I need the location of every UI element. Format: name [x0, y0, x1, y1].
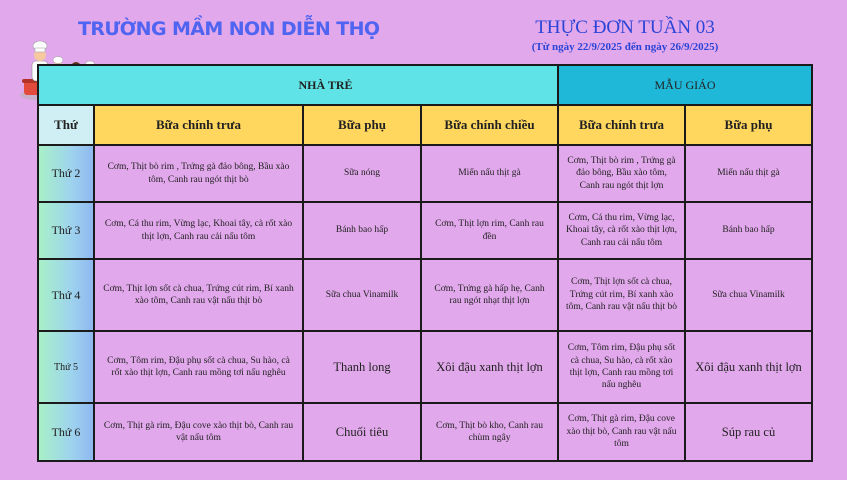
nt-dinner-cell: Cơm, Thịt bò kho, Canh rau chùm ngây — [421, 403, 558, 461]
nt-dinner-cell: Cơm, Trứng gà hấp hẹ, Canh rau ngót nhạt thịt lợn — [421, 259, 558, 331]
nt-snack-cell: Bánh bao hấp — [303, 202, 421, 259]
column-header-nt-phu: Bữa phụ — [303, 105, 421, 145]
mg-lunch-cell: Cơm, Thịt gà rim, Đậu cove xào thịt bò, Canh rau vật nấu tôm — [558, 403, 685, 461]
nt-snack-cell: Thanh long — [303, 331, 421, 403]
nt-snack-cell: Sữa nóng — [303, 145, 421, 202]
table-row — [38, 202, 812, 259]
mg-lunch-cell: Cơm, Thịt bò rim , Trứng gà đảo bông, Bầu xào tôm, Canh rau ngót thịt lợn — [558, 145, 685, 202]
menu-date-range: (Từ ngày 22/9/2025 đến ngày 26/9/2025) — [531, 41, 719, 53]
column-header-nt-trua: Bữa chính trưa — [94, 105, 303, 145]
table-row — [38, 331, 812, 403]
nt-snack-cell: Chuối tiêu — [303, 403, 421, 461]
column-header-mg-phu: Bữa phụ — [685, 105, 812, 145]
column-header-mg-trua: Bữa chính trưa — [558, 105, 685, 145]
nt-dinner-cell: Miến nấu thịt gà — [421, 145, 558, 202]
group-nha-tre: NHÀ TRẺ — [94, 65, 558, 105]
group-header-row — [38, 65, 812, 105]
mg-snack-cell: Súp rau củ — [685, 403, 812, 461]
column-header-row — [38, 105, 812, 145]
nt-snack-cell: Sữa chua Vinamilk — [303, 259, 421, 331]
column-header-thu: Thứ — [38, 105, 94, 145]
day-cell: Thứ 6 — [38, 403, 94, 461]
mg-snack-cell: Miến nấu thịt gà — [685, 145, 812, 202]
table-row — [38, 259, 812, 331]
mg-lunch-cell: Cơm, Thịt lợn sốt cà chua, Trứng cút rim, Bí xanh xào tôm, Canh rau vật nấu thịt bò — [558, 259, 685, 331]
mg-snack-cell: Sữa chua Vinamilk — [685, 259, 812, 331]
nt-lunch-cell: Cơm, Thịt bò rim , Trứng gà đảo bông, Bầu xào tôm, Canh rau ngót thịt bò — [94, 145, 303, 202]
group-spacer — [38, 65, 94, 105]
nt-lunch-cell: Cơm, Thịt lợn sốt cà chua, Trứng cút rim, Bí xanh xào tôm, Canh rau vật nấu thịt bò — [94, 259, 303, 331]
school-name: TRƯỜNG MẦM NON DIỄN THỌ — [78, 18, 380, 40]
nt-dinner-cell: Xôi đậu xanh thịt lợn — [421, 331, 558, 403]
day-cell: Thứ 2 — [38, 145, 94, 202]
nt-lunch-cell: Cơm, Cá thu rim, Vừng lạc, Khoai tây, cà rốt xào thịt lợn, Canh rau cải nấu tôm — [94, 202, 303, 259]
column-header-nt-chieu: Bữa chính chiều — [421, 105, 558, 145]
nt-dinner-cell: Cơm, Thịt lợn rim, Canh rau đền — [421, 202, 558, 259]
group-mau-giao: MẪU GIÁO — [558, 65, 812, 105]
day-cell: Thứ 4 — [38, 259, 94, 331]
weekly-menu-table — [37, 64, 813, 462]
day-cell: Thứ 3 — [38, 202, 94, 259]
day-cell: Thứ 5 — [38, 331, 94, 403]
mg-snack-cell: Bánh bao hấp — [685, 202, 812, 259]
table-row — [38, 145, 812, 202]
nt-lunch-cell: Cơm, Tôm rim, Đậu phụ sốt cà chua, Su hào, cà rốt xào thịt lợn, Canh rau mồng tơi nấu nghêu — [94, 331, 303, 403]
mg-lunch-cell: Cơm, Cá thu rim, Vừng lạc, Khoai tây, cà rốt xào thịt lợn, Canh rau cải nấu tôm — [558, 202, 685, 259]
mg-snack-cell: Xôi đậu xanh thịt lợn — [685, 331, 812, 403]
nt-lunch-cell: Cơm, Thịt gà rim, Đậu cove xào thịt bò, Canh rau vật nấu tôm — [94, 403, 303, 461]
menu-title: THỰC ĐƠN TUẦN 03 — [535, 17, 715, 38]
mg-lunch-cell: Cơm, Tôm rim, Đậu phụ sốt cà chua, Su hào, cà rốt xào thịt lợn, Canh rau mồng tơi nấu nghêu — [558, 331, 685, 403]
table-row — [38, 403, 812, 461]
